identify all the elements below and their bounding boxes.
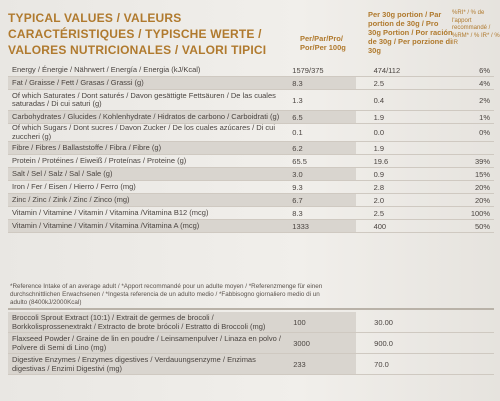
table-row bbox=[8, 168, 494, 181]
ri-value: 1% bbox=[479, 112, 490, 122]
per100-value: 0.1 bbox=[292, 128, 303, 137]
table-row bbox=[8, 220, 494, 233]
row-label: Digestive Enzymes / Enzymes digestives / Verdauungsenzyme / Enzimas digestivas / Enzimi Digestivi (mg) bbox=[8, 354, 289, 375]
ri-value: 2% bbox=[479, 95, 490, 105]
per30-header: Per 30g portion / Par portion de 30g / Pro 30g Portion / Por ración de 30g / Per porzione di 30g bbox=[368, 10, 453, 55]
per100-value: 3.0 bbox=[288, 168, 355, 181]
per100-value: 6.5 bbox=[288, 111, 355, 124]
per30-value: 2.5 bbox=[373, 208, 385, 218]
ri-value: 15% bbox=[474, 169, 490, 179]
per100-value: 6.2 bbox=[288, 142, 355, 155]
table-row bbox=[8, 312, 494, 333]
table-row bbox=[8, 124, 494, 142]
row-label: Fibre / Fibres / Ballaststoffe / Fibra / Fibre (g) bbox=[8, 142, 288, 155]
per100-value: 65.5 bbox=[292, 156, 307, 166]
per100-value: 9.3 bbox=[292, 182, 303, 192]
row-label: Of which Saturates / Dont saturés / Davon gesättigte Fettsäuren / De las cuales saturadas / Di cui saturi (g) bbox=[12, 90, 276, 108]
per30-value: 0.0 bbox=[373, 128, 385, 137]
ri-value bbox=[449, 354, 494, 375]
row-label: Fat / Graisse / Fett / Grasas / Grassi (g) bbox=[8, 77, 288, 90]
ri-value: 6% bbox=[479, 65, 490, 75]
ri-value: 100% bbox=[470, 208, 490, 218]
per30-value: 1.9 bbox=[373, 112, 385, 122]
per100-value: 100 bbox=[289, 312, 356, 333]
row-label: Carbohydrates / Glucides / Kohlenhydrate / Hidratos de carbono / Carboidrati (g) bbox=[8, 111, 288, 124]
per30-value: 400 bbox=[373, 221, 387, 231]
per100-value: 3000 bbox=[289, 333, 356, 354]
per100-value: 1579/375 bbox=[292, 65, 324, 75]
row-label: Salt / Sel / Salz / Sal / Sale (g) bbox=[8, 168, 288, 181]
table-row bbox=[8, 142, 494, 155]
per30-value: 19.6 bbox=[373, 156, 389, 166]
row-label: Energy / Énergie / Nährwert / Energía / Energia (kJ/Kcal) bbox=[12, 64, 201, 74]
nutrition-table bbox=[8, 64, 494, 233]
per100-header: Per/Par/Pro/ Por/Per 100g bbox=[300, 34, 346, 52]
section-divider bbox=[8, 308, 494, 310]
row-label: Of which Sugars / Dont sucres / Davon Zucker / De los cuales azúcares / Di cui zuccheri (g) bbox=[12, 123, 276, 141]
ri-value: 20% bbox=[474, 182, 490, 192]
reference-intake-footnote: *Reference Intake of an average adult / *Apport recommandé pour un adulte moyen / *Referenzmenge für einen durchschnittlichen Erwachsenen / *Ingesta referencia de un adulto medio / *Fabbisogno giornaliero medio di un adulto (8400kJ/2000Kcal) bbox=[10, 283, 323, 306]
ri-value: 0% bbox=[479, 128, 490, 137]
per30-value: 1.9 bbox=[373, 143, 385, 153]
table-row bbox=[8, 64, 494, 77]
per30-value: 70.0 bbox=[374, 359, 389, 369]
row-label: Vitamin / Vitamine / Vitamin / Vitamina /Vitamina A (mcg) bbox=[8, 220, 288, 233]
table-header bbox=[0, 0, 500, 62]
per30-value: 0.9 bbox=[373, 169, 385, 179]
per30-value: 2.5 bbox=[373, 78, 385, 88]
per30-value: 2.0 bbox=[373, 195, 385, 205]
table-row bbox=[8, 333, 494, 354]
per100-value: 233 bbox=[289, 354, 356, 375]
row-label: Iron / Fer / Eisen / Hierro / Ferro (mg) bbox=[12, 181, 136, 191]
table-row bbox=[8, 90, 494, 111]
per100-value: 6.7 bbox=[288, 194, 355, 207]
per30-value: 30.00 bbox=[374, 317, 393, 327]
ri-value: 39% bbox=[474, 156, 490, 166]
per100-value: 1.3 bbox=[292, 95, 303, 105]
row-label: Protein / Protéines / Eiweiß / Proteínas / Proteine (g) bbox=[12, 155, 187, 165]
row-label: Zinc / Zinc / Zink / Zinc / Zinco (mg) bbox=[8, 194, 288, 207]
table-row bbox=[8, 155, 494, 168]
ri-value bbox=[449, 312, 494, 333]
table-row bbox=[8, 111, 494, 124]
table-row bbox=[8, 194, 494, 207]
ri-header: %RI* / % de l'apport recommandé / %RM* / % IR* / % IR bbox=[452, 10, 500, 46]
ri-value bbox=[448, 142, 494, 155]
ri-value: 4% bbox=[479, 78, 490, 88]
row-label: Broccoli Sprout Extract (10:1) / Extrait de germes de brocoli / Borkkolisprossenextrakt / Extracto de brote brócoli / Estratto di Broccoli (mg) bbox=[8, 312, 289, 333]
ri-value bbox=[449, 333, 494, 354]
per30-value: 474/112 bbox=[373, 65, 401, 75]
per30-value: 2.8 bbox=[373, 182, 385, 192]
ri-value: 50% bbox=[474, 221, 490, 231]
ri-value: 20% bbox=[474, 195, 490, 205]
row-label: Vitamin / Vitamine / Vitamin / Vitamina /Vitamina B12 (mcg) bbox=[12, 207, 209, 217]
row-label: Flaxseed Powder / Graine de lin en poudre / Leinsamenpulver / Linaza en polvo / Polvere di Semi di Lino (mg) bbox=[8, 333, 289, 354]
table-row bbox=[8, 207, 494, 220]
label-title: TYPICAL VALUES / VALEURS CARACTÉRISTIQUES / TYPISCHE WERTE / VALORES NUTRICIONALES / VALORI TIPICI bbox=[8, 11, 267, 57]
per100-value: 8.3 bbox=[292, 208, 303, 218]
per30-value: 0.4 bbox=[373, 95, 385, 105]
additional-ingredients-table bbox=[8, 312, 494, 375]
table-row bbox=[8, 181, 494, 194]
per30-value: 900.0 bbox=[374, 338, 393, 348]
per100-value: 8.3 bbox=[288, 77, 355, 90]
table-row bbox=[8, 77, 494, 90]
per100-value: 1333 bbox=[288, 220, 355, 233]
table-row bbox=[8, 354, 494, 375]
